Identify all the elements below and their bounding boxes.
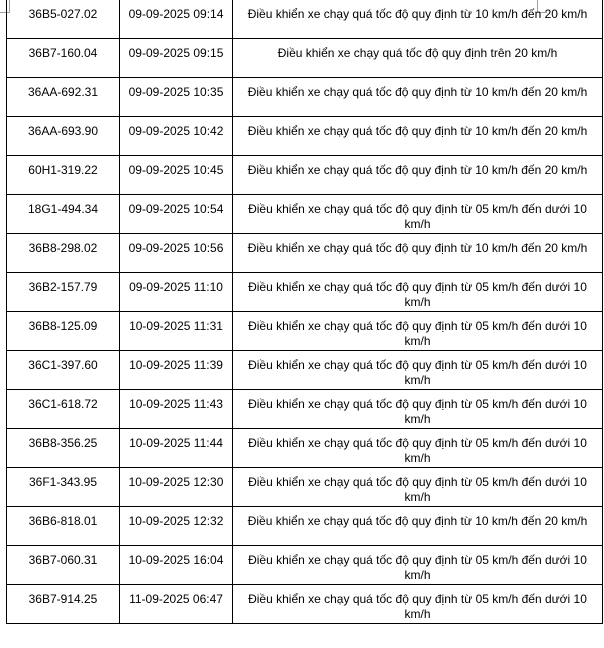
plate-cell-text: 36F1-343.95 bbox=[28, 475, 98, 489]
time-cell bbox=[120, 0, 233, 39]
violation-cell-text: Điều khiển xe chạy quá tốc độ quy định từ 10 km/h đến 20 km/h bbox=[247, 7, 588, 21]
table-row bbox=[7, 195, 603, 234]
time-cell bbox=[120, 117, 233, 156]
violation-cell-text: Điều khiển xe chạy quá tốc độ quy định từ 10 km/h đến 20 km/h bbox=[247, 241, 588, 255]
plate-cell bbox=[7, 351, 120, 390]
violation-cell-text: Điều khiển xe chạy quá tốc độ quy định từ 05 km/h đến dưới 10 km/h bbox=[248, 397, 587, 426]
time-cell-text: 11-09-2025 06:47 bbox=[129, 592, 223, 606]
plate-cell bbox=[7, 234, 120, 273]
time-cell-text: 09-09-2025 10:35 bbox=[128, 85, 224, 99]
violation-cell-text: Điều khiển xe chạy quá tốc độ quy định từ 05 km/h đến dưới 10 km/h bbox=[248, 436, 587, 465]
violation-cell-text: Điều khiển xe chạy quá tốc độ quy định từ 10 km/h đến 20 km/h bbox=[247, 85, 588, 99]
violation-cell-text: Điều khiển xe chạy quá tốc độ quy định trên 20 km/h bbox=[277, 46, 558, 60]
plate-cell-text: 36B2-157.79 bbox=[28, 280, 98, 294]
plate-cell bbox=[7, 312, 120, 351]
table-row bbox=[7, 507, 603, 546]
plate-cell bbox=[7, 468, 120, 507]
violation-cell bbox=[233, 195, 603, 234]
violation-cell bbox=[233, 78, 603, 117]
violation-cell bbox=[233, 117, 603, 156]
plate-cell bbox=[7, 0, 120, 39]
plate-cell bbox=[7, 429, 120, 468]
time-cell-text: 10-09-2025 16:04 bbox=[128, 553, 224, 567]
table-row bbox=[7, 468, 603, 507]
plate-cell-text: 36AA-692.31 bbox=[27, 85, 99, 99]
violation-cell-text: Điều khiển xe chạy quá tốc độ quy định từ 10 km/h đến 20 km/h bbox=[247, 163, 588, 177]
time-cell bbox=[120, 78, 233, 117]
plate-cell-text: 36C1-397.60 bbox=[28, 358, 98, 372]
table-row bbox=[7, 429, 603, 468]
time-cell bbox=[120, 351, 233, 390]
violation-cell-text: Điều khiển xe chạy quá tốc độ quy định từ 05 km/h đến dưới 10 km/h bbox=[248, 592, 587, 621]
time-cell-text: 10-09-2025 11:39 bbox=[129, 358, 223, 372]
time-cell-text: 10-09-2025 11:31 bbox=[129, 319, 223, 333]
violation-cell-text: Điều khiển xe chạy quá tốc độ quy định từ 05 km/h đến dưới 10 km/h bbox=[248, 319, 587, 348]
plate-cell bbox=[7, 117, 120, 156]
time-cell-text: 10-09-2025 12:32 bbox=[128, 514, 224, 528]
time-cell-text: 09-09-2025 10:45 bbox=[128, 163, 224, 177]
violation-cell-text: Điều khiển xe chạy quá tốc độ quy định từ 05 km/h đến dưới 10 km/h bbox=[248, 475, 587, 504]
violation-cell bbox=[233, 234, 603, 273]
table-row bbox=[7, 390, 603, 429]
time-cell bbox=[120, 507, 233, 546]
violation-cell-text: Điều khiển xe chạy quá tốc độ quy định từ 05 km/h đến dưới 10 km/h bbox=[248, 553, 587, 582]
time-cell bbox=[120, 234, 233, 273]
plate-cell-text: 36B5-027.02 bbox=[28, 7, 98, 21]
violation-cell bbox=[233, 585, 603, 624]
violation-cell bbox=[233, 390, 603, 429]
table-row bbox=[7, 39, 603, 78]
violation-cell bbox=[233, 429, 603, 468]
table-row bbox=[7, 546, 603, 585]
plate-cell-text: 36B7-914.25 bbox=[28, 592, 98, 606]
table-row bbox=[7, 117, 603, 156]
time-cell bbox=[120, 156, 233, 195]
table-row bbox=[7, 273, 603, 312]
table-row bbox=[7, 78, 603, 117]
time-cell bbox=[120, 39, 233, 78]
time-cell-text: 10-09-2025 11:44 bbox=[129, 436, 223, 450]
violation-cell-text: Điều khiển xe chạy quá tốc độ quy định từ 05 km/h đến dưới 10 km/h bbox=[248, 358, 587, 387]
plate-cell-text: 18G1-494.34 bbox=[27, 202, 99, 216]
table-row bbox=[7, 312, 603, 351]
time-cell-text: 09-09-2025 11:10 bbox=[129, 280, 223, 294]
plate-cell-text: 36C1-618.72 bbox=[28, 397, 98, 411]
table-row bbox=[7, 234, 603, 273]
plate-cell-text: 36B8-125.09 bbox=[28, 319, 98, 333]
plate-cell-text: 36AA-693.90 bbox=[27, 124, 99, 138]
plate-cell bbox=[7, 39, 120, 78]
plate-cell-text: 36B8-298.02 bbox=[28, 241, 98, 255]
time-cell bbox=[120, 195, 233, 234]
plate-cell-text: 36B8-356.25 bbox=[28, 436, 98, 450]
table-row bbox=[7, 0, 603, 39]
plate-cell-text: 36B6-818.01 bbox=[28, 514, 98, 528]
plate-cell bbox=[7, 585, 120, 624]
plate-cell bbox=[7, 390, 120, 429]
violation-cell bbox=[233, 273, 603, 312]
plate-cell-text: 36B7-160.04 bbox=[28, 46, 98, 60]
plate-cell bbox=[7, 507, 120, 546]
time-cell-text: 09-09-2025 10:56 bbox=[128, 241, 224, 255]
time-cell bbox=[120, 468, 233, 507]
time-cell bbox=[120, 546, 233, 585]
time-cell-text: 09-09-2025 10:42 bbox=[128, 124, 224, 138]
table-row bbox=[7, 156, 603, 195]
violation-cell-text: Điều khiển xe chạy quá tốc độ quy định từ 10 km/h đến 20 km/h bbox=[247, 514, 588, 528]
table-row bbox=[7, 585, 603, 624]
time-cell bbox=[120, 390, 233, 429]
violation-cell bbox=[233, 546, 603, 585]
violation-cell bbox=[233, 507, 603, 546]
violation-cell bbox=[233, 468, 603, 507]
violations-table bbox=[6, 0, 603, 624]
plate-cell bbox=[7, 156, 120, 195]
plate-cell bbox=[7, 78, 120, 117]
plate-cell-text: 36B7-060.31 bbox=[28, 553, 98, 567]
violation-cell-text: Điều khiển xe chạy quá tốc độ quy định từ 10 km/h đến 20 km/h bbox=[247, 124, 588, 138]
time-cell-text: 09-09-2025 09:14 bbox=[128, 7, 224, 21]
time-cell-text: 10-09-2025 11:43 bbox=[129, 397, 223, 411]
violation-cell-text: Điều khiển xe chạy quá tốc độ quy định từ 05 km/h đến dưới 10 km/h bbox=[248, 202, 587, 231]
time-cell bbox=[120, 273, 233, 312]
violations-table-body bbox=[7, 0, 603, 624]
violation-cell bbox=[233, 156, 603, 195]
plate-cell bbox=[7, 273, 120, 312]
violation-cell bbox=[233, 312, 603, 351]
plate-cell-text: 60H1-319.22 bbox=[28, 163, 98, 177]
time-cell bbox=[120, 585, 233, 624]
time-cell bbox=[120, 312, 233, 351]
violation-cell bbox=[233, 39, 603, 78]
table-row bbox=[7, 351, 603, 390]
time-cell-text: 10-09-2025 12:30 bbox=[128, 475, 224, 489]
violation-cell bbox=[233, 351, 603, 390]
time-cell-text: 09-09-2025 09:15 bbox=[128, 46, 224, 60]
plate-cell bbox=[7, 546, 120, 585]
time-cell-text: 09-09-2025 10:54 bbox=[128, 202, 224, 216]
plate-cell bbox=[7, 195, 120, 234]
violation-cell-text: Điều khiển xe chạy quá tốc độ quy định từ 05 km/h đến dưới 10 km/h bbox=[248, 280, 587, 309]
violation-cell bbox=[233, 0, 603, 39]
time-cell bbox=[120, 429, 233, 468]
